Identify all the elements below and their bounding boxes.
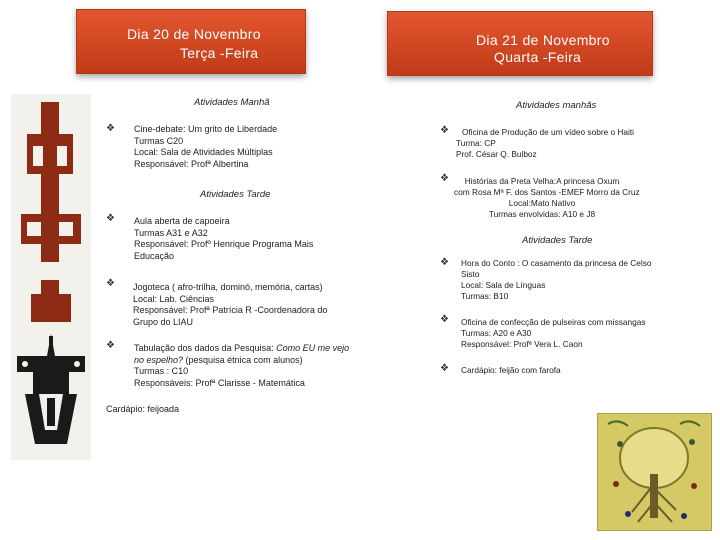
afro-art-drawing	[11, 94, 91, 460]
left-morning-title: Atividades Manhã	[194, 97, 270, 108]
left-morning-item-1: Cine-debate: Um grito de Liberdade Turmas C20 Local: Sala de Atividades Múltiplas Responsável: Profª Albertina	[134, 124, 278, 169]
right-morning-item-1: Oficina de Produção de um vídeo sobre o Haiti Turma: CP Prof. César Q. Bulboz	[456, 127, 635, 159]
bullet-icon: ❖	[106, 278, 115, 289]
right-morning-title: Atividades manhãs	[516, 100, 597, 111]
right-afternoon-item-3: Cardápio: feijão com farofa	[461, 365, 561, 375]
bullet-icon: ❖	[440, 363, 449, 374]
left-header-weekday: Terça -Feira	[180, 45, 259, 61]
bullet-icon: ❖	[106, 340, 115, 351]
bullet-icon: ❖	[440, 125, 449, 136]
bullet-icon: ❖	[106, 123, 115, 134]
left-header-day: Dia 20 de Novembro	[127, 26, 261, 42]
right-afternoon-item-1: Hora do Conto : O casamento da princesa de Celso Sisto Local: Sala de Línguas Turmas: B10	[461, 258, 652, 301]
left-menu-footer: Cardápio: feijoada	[106, 404, 180, 414]
bullet-icon: ❖	[106, 213, 115, 224]
left-afternoon-title: Atividades Tarde	[200, 189, 271, 200]
right-morning-item-2: Histórias da Preta Velha:A princesa Oxum com Rosa Mª F. dos Santos -EMEF Morro da Cruz Local:Mato Nativo Turmas envolvidas: A10 e J8	[454, 176, 640, 219]
bullet-icon: ❖	[440, 257, 449, 268]
right-day-header	[387, 11, 653, 76]
tree-painting-drawing	[598, 414, 711, 530]
right-afternoon-title: Atividades Tarde	[522, 235, 593, 246]
tree-painting-image	[597, 413, 712, 531]
right-header-day: Dia 21 de Novembro	[476, 32, 610, 48]
left-afternoon-item-3: Tabulação dos dados da Pesquisa: Como EU me vejo no espelho? (pesquisa étnica com alunos) Turmas : C10 Responsáveis: Profª Clarisse - Matemática	[134, 343, 350, 388]
right-header-weekday: Quarta -Feira	[494, 49, 582, 65]
right-afternoon-item-2: Oficina de confecção de pulseiras com missangas Turmas: A20 e A30 Responsável: Profª Vera L. Caon	[461, 317, 646, 349]
left-day-header	[76, 9, 306, 74]
research-question: Como EU me vejo	[276, 343, 350, 353]
left-afternoon-item-2: Jogoteca ( afro-trilha, dominó, memória, cartas) Local: Lab. Ciências Responsável: Profª Patrícia R -Coordenadora do Grupo do LIAU	[133, 282, 328, 327]
bullet-icon: ❖	[440, 173, 449, 184]
left-afternoon-item-1: Aula aberta de capoeira Turmas A31 e A32 Responsável: Profº Henrique Programa Mais Educação	[134, 216, 314, 261]
bullet-icon: ❖	[440, 314, 449, 325]
afro-art-image	[11, 94, 91, 460]
